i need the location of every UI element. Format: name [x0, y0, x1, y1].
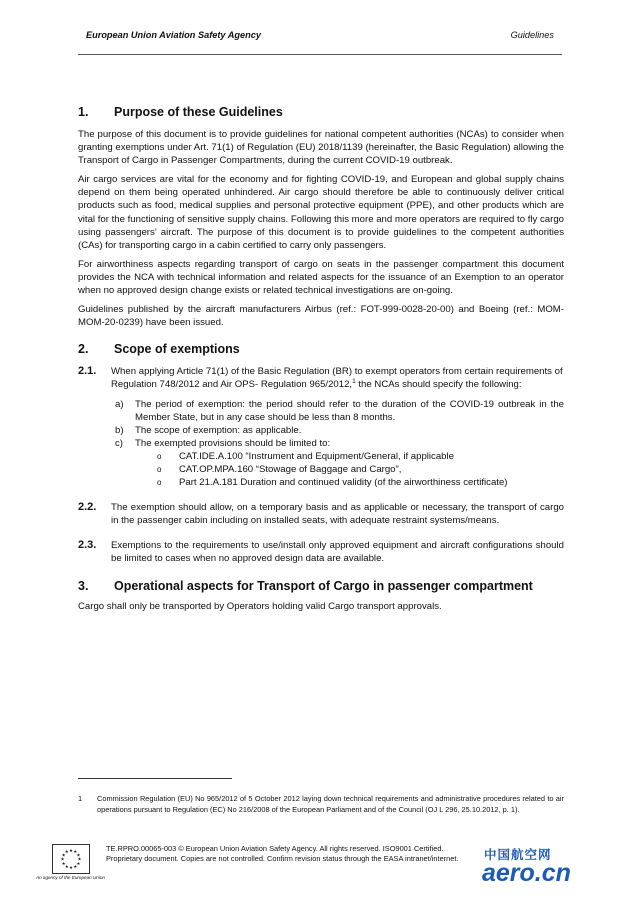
header-agency-name: European Union Aviation Safety Agency	[86, 30, 261, 40]
section-2-number: 2.	[78, 342, 89, 357]
clause-2-2-number: 2.2.	[78, 501, 97, 514]
list-item-label: c)	[115, 437, 123, 449]
clause-2-2	[78, 501, 564, 527]
clause-2-3-number: 2.3.	[78, 539, 97, 552]
clause-2-3	[78, 539, 564, 565]
clause-2-1-text-main: When applying Article 71(1) of the Basic Regulation (BR) to exempt operators from certain requirements of Regulation 748/2012 and Air OPS- Regulation 965/2012,	[111, 366, 563, 391]
section-1-number: 1.	[78, 105, 89, 119]
list-item-text: The period of exemption: the period should refer to the duration of the COVID-19 outbreak in the Member State, but in any case should be less than 8 months.	[135, 398, 564, 423]
bullet-mark: o	[157, 478, 162, 488]
clause-2-1-text-tail: the NCAs should specify the following:	[355, 379, 522, 391]
footnote-reference[interactable]: 1	[352, 378, 356, 386]
bullet-text: Part 21.A.181 Duration and continued validity (of the airworthiness certificate)	[179, 477, 508, 489]
eu-stars-icon	[53, 845, 89, 873]
bullet-mark: o	[157, 451, 162, 461]
clause-2-1-text	[111, 365, 564, 391]
header-divider	[78, 54, 562, 55]
footnote-number: 1	[78, 794, 83, 803]
document-body	[78, 104, 564, 613]
section-2-heading	[78, 341, 564, 357]
footnote	[78, 794, 564, 815]
watermark-english-text: aero.cn	[482, 859, 571, 887]
list-item-label: b)	[115, 424, 124, 436]
eu-star-icon: ★	[64, 863, 69, 869]
clause-2-1-number: 2.1.	[78, 365, 97, 378]
section-1-title: Purpose of these Guidelines	[114, 105, 283, 119]
section-3-heading	[78, 578, 564, 594]
bullet-item	[157, 476, 564, 489]
clause-2-1	[78, 365, 564, 391]
agency-caption: An agency of the European Union	[36, 875, 105, 880]
bullet-text: CAT.IDE.A.100 “Instrument and Equipment/General, if applicable	[179, 450, 454, 462]
footer-line: TE.RPRO.00065-003 © European Union Aviation Safety Agency. All rights reserved. ISO9001 Certified.	[106, 844, 444, 853]
footnote-text: Commission Regulation (EU) No 965/2012 of 5 October 2012 laying down technical requirements and administrative procedures related to air operations pursuant to Regulation (EC) No 216/2008 of the European Parliament and of the Council (OJ L 296, 25.10.2012, p. 1).	[97, 794, 564, 814]
eu-star-icon: ★	[64, 849, 69, 855]
section-3-text: Cargo shall only be transported by Operators holding valid Cargo transport approvals.	[78, 600, 442, 612]
section-2-title: Scope of exemptions	[114, 342, 240, 357]
list-item	[115, 437, 564, 450]
eu-star-icon: ★	[76, 860, 81, 866]
eu-star-icon: ★	[77, 856, 82, 862]
eu-star-icon: ★	[73, 849, 78, 855]
eu-star-icon: ★	[76, 852, 81, 858]
clause-2-2-text: The exemption should allow, on a temporary basis and as applicable or necessary, the transport of cargo in the passenger cabin including on installed seats, with adequate restraint systems/means.	[111, 502, 564, 527]
eu-star-icon: ★	[61, 852, 66, 858]
eu-star-icon: ★	[60, 856, 65, 862]
list-item	[115, 424, 564, 437]
section-1-heading	[78, 104, 564, 120]
section-1-paragraph: For airworthiness aspects regarding transport of cargo on seats in the passenger compartment this document provides the NCA with technical information and related aspects for the issuance of an Exemption to an operator when no approved design change exists or related technical investigations are on-going.	[78, 258, 564, 297]
watermark-chinese-text: 中国航空网	[484, 848, 552, 862]
section-1-paragraph: The purpose of this document is to provide guidelines for national competent authorities (NCAs) to consider when granting exemptions under Art. 71(1) of Regulation (EU) 2018/1139 (hereinafter, the Basic Regulation) allowing the Transport of Cargo in Passenger Compartments, during the current COVID-19 outbreak.	[78, 129, 564, 167]
clause-2-3-text: Exemptions to the requirements to use/install only approved equipment and aircraft configurations should be limited to cases when no approved design data are available.	[111, 540, 564, 565]
bullet-item	[157, 463, 564, 476]
eu-star-icon: ★	[68, 865, 74, 871]
eu-star-icon: ★	[61, 860, 66, 866]
list-item-text: The scope of exemption: as applicable.	[135, 424, 302, 436]
list-item	[115, 398, 564, 424]
list-item-label: a)	[115, 398, 124, 410]
aero-cn-watermark	[474, 845, 634, 895]
eu-star-icon: ★	[73, 863, 78, 869]
eu-star-icon: ★	[68, 848, 74, 854]
section-1-paragraph: Air cargo services are vital for the economy and for fighting COVID-19, and European and global supply chains depend on them being operated unhindered. Air cargo should therefore be able to continuously deliver critical products such as food, medical supplies and personal protective equipment (PPE), and other products which are vital for the functioning of sensitive supply chains. Following this more and more operators are required to fly cargo using passengers’ aircraft. The purpose of this document is to provide guidelines to the competent authorities (CAs) for transporting cargo in a cabin certified to carry only passengers.	[78, 174, 564, 251]
footnote-divider	[78, 778, 232, 779]
section-3-number: 3.	[78, 578, 89, 593]
section-3-title: Operational aspects for Transport of Cargo in passenger compartment	[114, 578, 533, 593]
footer-line: Proprietary document. Copies are not controlled. Confirm revision status through the EASA intranet/internet.	[106, 854, 459, 864]
list-item-text: The exempted provisions should be limited to:	[135, 437, 331, 449]
bullet-mark: o	[157, 464, 162, 474]
bullet-item	[157, 450, 564, 463]
eu-flag-logo	[52, 844, 90, 874]
section-1-paragraph: Guidelines published by the aircraft manufacturers Airbus (ref.: FOT-999-0028-20-00) and Boeing (ref.: MOM-MOM-20-0239) have been issued.	[78, 304, 564, 329]
header-doc-type: Guidelines	[510, 30, 554, 40]
bullet-text: CAT.OP.MPA.160 “Stowage of Baggage and Cargo”,	[179, 463, 402, 475]
